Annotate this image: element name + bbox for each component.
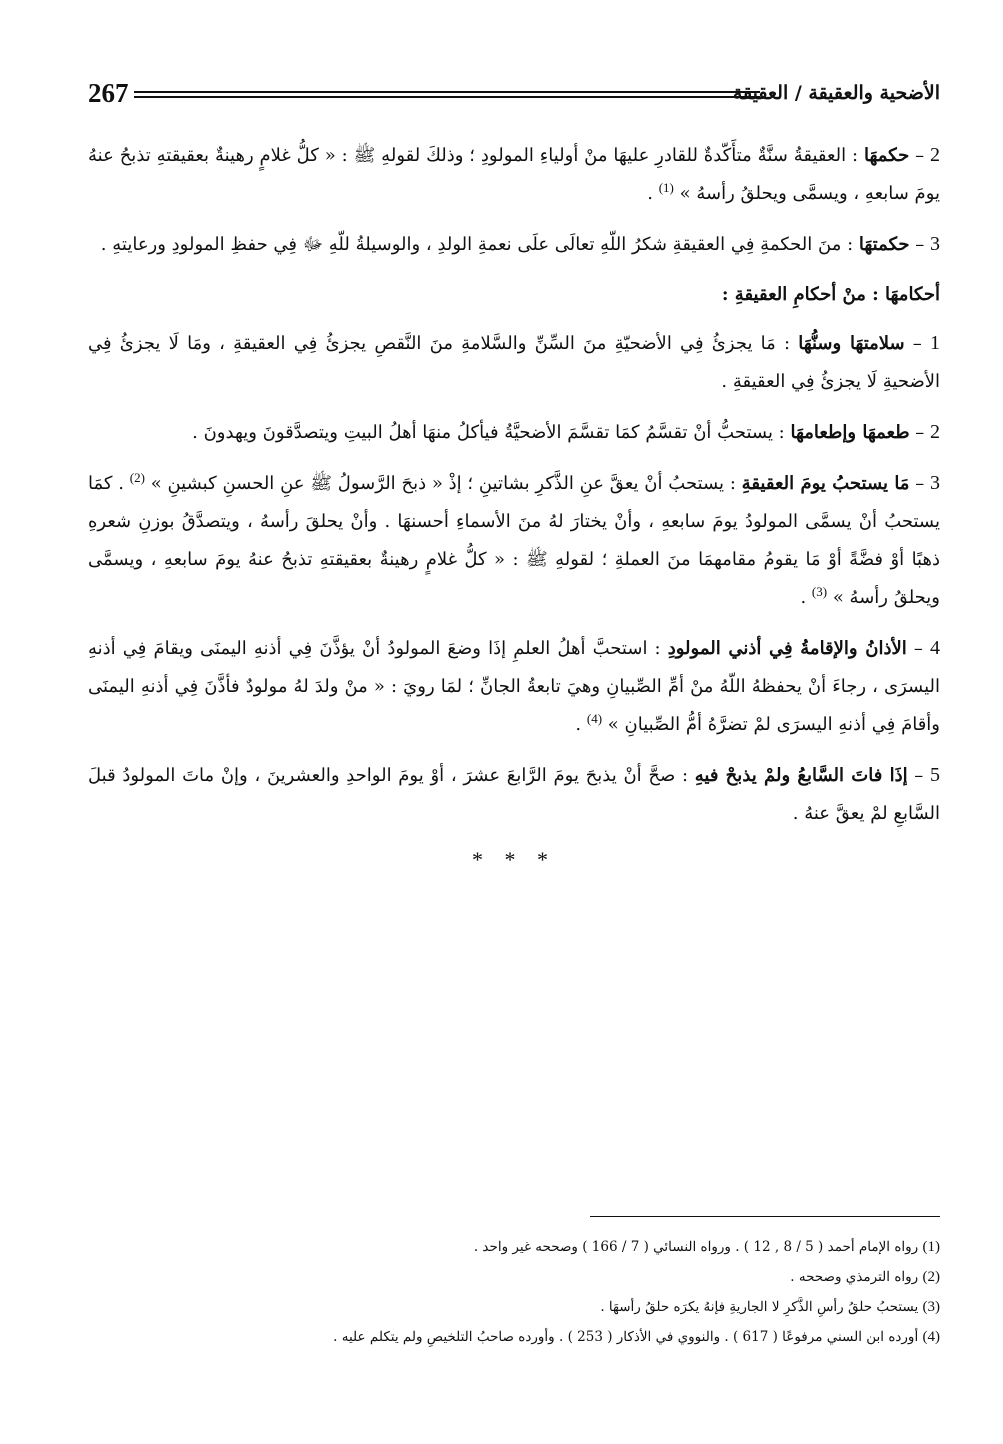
item-end: .	[647, 183, 659, 204]
footnotes	[88, 1232, 940, 1352]
item-text: : استحبَّ أهلُ العلمِ إذَا وضعَ المولودُ أنْ يؤذَّنَ فِي أذنهِ اليمنَى ويقامَ فِي أذنهِ اليسرَى ، رجاءَ أنْ يحفظهُ اللّهُ منْ أمِّ الصِّبيانِ وهيَ تابعةُ الجانِّ ؛ لمَا رويَ : « منْ ولدَ لهُ مولودٌ فأذَّنَ فِي أذنهِ اليمنَى وأقامَ فِي أذنهِ اليسرَى لمْ تضرَّهُ أمُّ الصِّبيانِ »	[88, 638, 940, 735]
section-heading: أحكامهَا : منْ أحكامِ العقيقةِ :	[721, 284, 940, 305]
footnote	[88, 1292, 940, 1322]
footnote-text: رواه الإمام أحمد ( 5 / 8 , 12 ) . ورواه النسائي ( 7 / 166 ) وصححه غير واحد .	[473, 1239, 923, 1255]
item-number: 4	[929, 637, 940, 659]
paragraph-feeding: 2 – طعمهَا وإطعامهَا : يستحبُّ أنْ تقسَّمُ كمَا تقسَّمَ الأضحيَّةُ فيأكلُ منهَا أهلُ البيتِ ويتصدَّقونَ ويهدونَ .	[192, 421, 940, 443]
footnote-text: يستحبُ حلقُ رأسِ الذَّكرِ لا الجاريةِ فإنهُ يكرَه حلقُ رأسهَا .	[600, 1299, 923, 1315]
item-text: . كمَا يستحبُ أنْ يسمَّى المولودُ يومَ سابعهِ ، وأنْ يختارَ لهُ منَ الأسماءِ أحسنهَا . وأنْ يحلقَ رأسهُ ، ويتصدَّقُ بوزنِ شعرهِ ذهبًا أوْ فضَّةً أوْ مَا يقومُ مقامهمَا منَ العملةِ ؛ لقولهِ ﷺ : « كلُّ غلامٍ رهينةٌ بعقيقتهِ تذبحُ عنهُ يومَ سابعهِ ، ويسمَّى ويحلقُ رأسهُ »	[88, 473, 940, 608]
header-rule	[134, 91, 760, 93]
item-text: : يستحبُّ أنْ تقسَّمُ كمَا تقسَّمَ الأضحيَّةُ فيأكلُ منهَا أهلُ البيتِ ويتصدَّقونَ ويهدونَ .	[192, 422, 791, 443]
footnote-number: (2)	[922, 1269, 940, 1285]
paragraph-soundness: 1 – سلامتهَا وسنُّهَا : مَا يجزئُ فِي الأضحيّةِ منَ السِّنِّ والسَّلامةِ منَ النَّقصِ يجزئُ فِي العقيقةِ ، ومَا لَا يجزئُ فِي الأضحيةِ لَا يجزئُ فِي العقيقةِ .	[88, 332, 940, 392]
paragraph-missed-seventh: 5 – إذَا فاتَ السَّابعُ ولمْ يذبحْ فيهِ : صحَّ أنْ يذبحَ يومَ الرَّابعَ عشرَ ، أوْ يومَ الواحدِ والعشرينَ ، وإنْ ماتَ المولودُ قبلَ السَّابعِ لمْ يعقَّ عنهُ .	[88, 764, 940, 824]
item-number: 1	[930, 332, 940, 354]
item-text: : مَا يجزئُ فِي الأضحيّةِ منَ السِّنِّ والسَّلامةِ منَ النَّقصِ يجزئُ فِي العقيقةِ ، ومَا لَا يجزئُ فِي الأضحيةِ لَا يجزئُ فِي العقيقةِ .	[88, 333, 940, 392]
footnote	[88, 1322, 940, 1352]
running-title: الأضحية والعقيقة / العقيقة	[732, 82, 940, 104]
item-title: سلامتهَا وسنُّهَا	[798, 333, 905, 354]
item-number: 3	[930, 233, 940, 255]
paragraph-adhan: 4 – الأذانُ والإقامةُ فِي أذني المولودِ : استحبَّ أهلُ العلمِ إذَا وضعَ المولودُ أنْ يؤذَّنَ فِي أذنهِ اليمنَى ويقامَ فِي أذنهِ اليسرَى ، رجاءَ أنْ يحفظهُ اللّهُ منْ أمِّ الصِّبيانِ وهيَ تابعةُ الجانِّ ؛ لمَا رويَ : « منْ ولدَ لهُ مولودٌ فأذَّنَ فِي أذنهِ اليمنَى وأقامَ فِي أذنهِ اليسرَى لمْ تضرَّهُ أمُّ الصِّبيانِ » $^{(4)}$ .	[88, 637, 940, 735]
footnote-ref: (2)	[129, 470, 145, 485]
item-number: 5	[930, 764, 940, 786]
item-number: 2	[930, 421, 940, 443]
page-header	[88, 78, 940, 114]
footnote-text: رواه الترمذي وصححه .	[790, 1269, 923, 1285]
item-end: .	[800, 587, 812, 608]
item-title: مَا يستحبُ يومَ العقيقةِ	[741, 473, 910, 494]
paragraph-ruling: 2 – حكمهَا : العقيقةُ سنَّةٌ متأَكّدةٌ للقادرِ عليهَا منْ أولياءِ المولودِ ؛ وذلكَ لقولهِ ﷺ : « كلُّ غلامٍ رهينةٌ بعقيقتهِ تذبحُ عنهُ يومَ سابعهِ ، ويسمَّى ويحلقُ رأسهُ » $^{(1)}$ .	[88, 144, 940, 204]
main-text	[88, 136, 940, 879]
footnote-number: (1)	[922, 1239, 940, 1255]
footnote-ref: (4)	[586, 711, 603, 726]
page-number: 267	[88, 78, 129, 108]
item-end: .	[575, 714, 587, 735]
footnote-ref: (1)	[658, 180, 674, 195]
footnote-rule	[590, 1216, 940, 1217]
item-title: إذَا فاتَ السَّابعُ ولمْ يذبحْ فيهِ	[694, 765, 908, 786]
footnote	[88, 1262, 940, 1292]
item-text: : العقيقةُ سنَّةٌ متأَكّدةٌ للقادرِ عليهَا منْ أولياءِ المولودِ ؛ وذلكَ لقولهِ ﷺ : « كلُّ غلامٍ رهينةٌ بعقيقتهِ تذبحُ عنهُ يومَ سابعهِ ، ويسمَّى ويحلقُ رأسهُ »	[88, 145, 940, 204]
item-title: طعمهَا وإطعامهَا	[790, 422, 910, 443]
footnote-number: (3)	[922, 1299, 940, 1315]
item-title: الأذانُ والإقامةُ فِي أذني المولودِ	[667, 638, 907, 659]
item-number: 3	[930, 472, 940, 494]
item-text: : صحَّ أنْ يذبحَ يومَ الرَّابعَ عشرَ ، أوْ يومَ الواحدِ والعشرينَ ، وإنْ ماتَ المولودُ قبلَ السَّابعِ لمْ يعقَّ عنهُ .	[88, 765, 940, 824]
footnote-text: أورده ابن السني مرفوعًا ( 617 ) . والنووي في الأذكار ( 253 ) . وأورده صاحبُ التلخيصِ ولم يتكلم عليه .	[333, 1329, 923, 1345]
footnote-number: (4)	[922, 1329, 940, 1345]
paragraph-wisdom: 3 – حكمتهَا : منَ الحكمةِ فِي العقيقةِ شكرُ اللّهِ تعالَى علَى نعمةِ الولدِ ، والوسيلةُ للّهِ ﷻ فِي حفظِ المولودِ ورعايتهِ .	[100, 233, 940, 255]
item-title: حكمهَا	[863, 145, 910, 166]
section-separator: * * *	[472, 847, 556, 872]
item-text: : منَ الحكمةِ فِي العقيقةِ شكرُ اللّهِ تعالَى علَى نعمةِ الولدِ ، والوسيلةُ للّهِ ﷻ فِي حفظِ المولودِ ورعايتهِ .	[100, 234, 859, 255]
header-rule-double	[134, 96, 760, 98]
item-text: : يستحبُ أنْ يعقَّ عنِ الذَّكرِ بشاتينِ ؛ إذْ « ذبحَ الرَّسولُ ﷺ عنِ الحسنِ كبشينِ »	[144, 473, 742, 494]
paragraph-recommended: 3 – مَا يستحبُ يومَ العقيقةِ : يستحبُ أنْ يعقَّ عنِ الذَّكرِ بشاتينِ ؛ إذْ « ذبحَ الرَّسولُ ﷺ عنِ الحسنِ كبشينِ » $^{(2)}$ . كمَا يستحبُ أنْ يسمَّى المولودُ يومَ سابعهِ ، وأنْ يختارَ لهُ منَ الأسماءِ أحسنهَا . وأنْ يحلقَ رأسهُ ، ويتصدَّقُ بوزنِ شعرهِ ذهبًا أوْ فضَّةً أوْ مَا يقومُ مقامهمَا منَ العملةِ ؛ لقولهِ ﷺ : « كلُّ غلامٍ رهينةٌ بعقيقتهِ تذبحُ عنهُ يومَ سابعهِ ، ويسمَّى ويحلقُ رأسهُ » $^{(3)}$ .	[88, 470, 940, 608]
item-number: 2	[930, 144, 940, 166]
item-title: حكمتهَا	[858, 234, 910, 255]
footnote-ref: (3)	[811, 584, 828, 599]
footnote	[88, 1232, 940, 1262]
